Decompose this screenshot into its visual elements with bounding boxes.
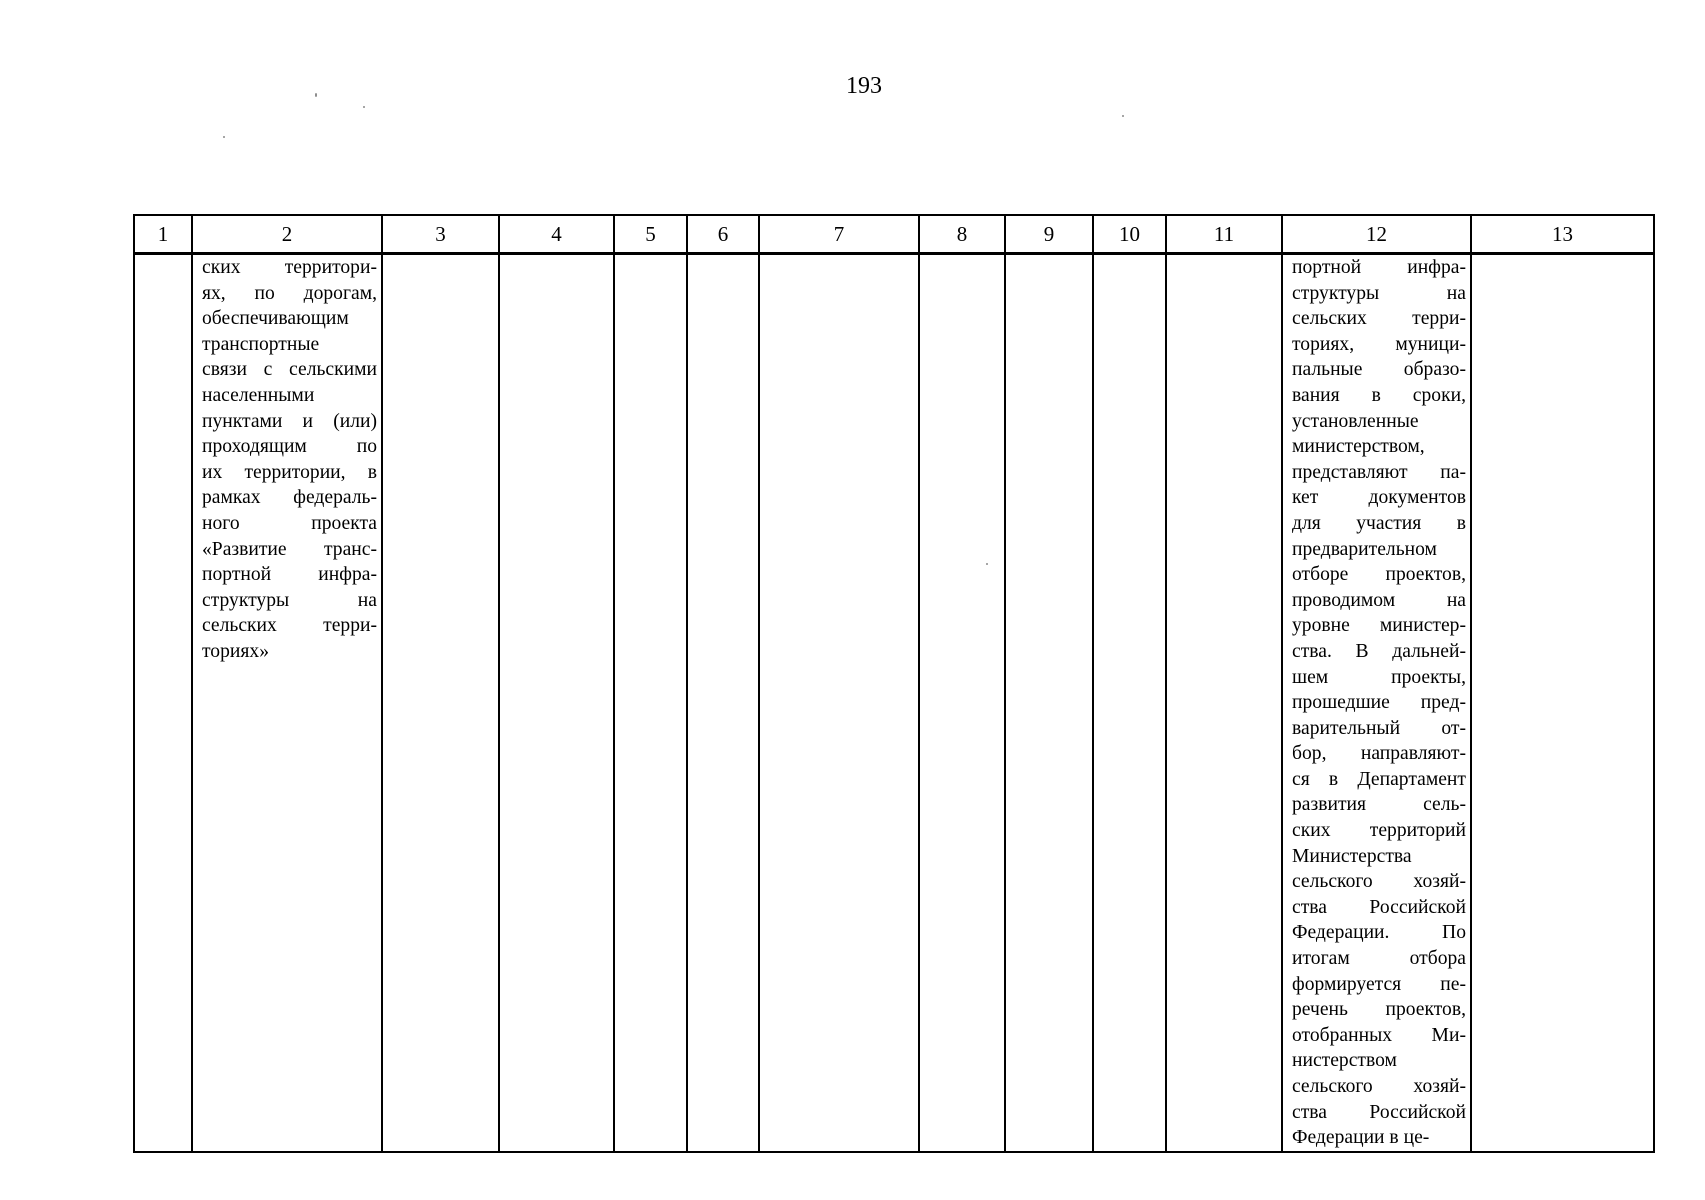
table-cell-col6 [687, 254, 759, 1152]
column-number-row [134, 215, 1654, 254]
cell-text-line: рамках федераль- [202, 487, 377, 509]
column-header: 3 [382, 215, 499, 254]
cell-text-line: Федерации в це- [1292, 1127, 1430, 1149]
cell-text-line: сельских терри- [202, 615, 377, 637]
column-header: 6 [687, 215, 759, 254]
table-cell-col10 [1093, 254, 1166, 1152]
column-header: 12 [1282, 215, 1471, 254]
cell-text-line: министерством, [1292, 436, 1425, 458]
table-cell-col1 [134, 254, 192, 1152]
column-header: 7 [759, 215, 919, 254]
cell-text-line: установленные [1292, 410, 1419, 432]
table-cell-col2 [192, 254, 382, 1152]
data-table [133, 214, 1655, 1153]
cell-text-line: для участия в [1292, 512, 1466, 534]
cell-text-line: структуры на [1292, 282, 1466, 304]
cell-text-line: портной инфра- [202, 564, 377, 586]
cell-text-line: Министерства [1292, 845, 1412, 867]
cell-text-col12 [1283, 255, 1470, 1151]
cell-text-line: структуры на [202, 589, 377, 611]
cell-text-line: сельских терри- [1292, 308, 1466, 330]
cell-text-line: ских территорий [1292, 820, 1466, 842]
cell-text-line: ториях, муници- [1292, 333, 1466, 355]
cell-text-line: ся в Департамент [1292, 768, 1466, 790]
cell-text-line: сельского хозяй- [1292, 1076, 1466, 1097]
cell-text-line: связи с сельскими [202, 359, 377, 381]
cell-text-line: развития сель- [1292, 794, 1466, 816]
column-header: 10 [1093, 215, 1166, 254]
column-header: 5 [614, 215, 687, 254]
cell-text-line: нистерством [1292, 1050, 1397, 1072]
cell-text-col2 [193, 255, 381, 665]
column-header: 11 [1166, 215, 1282, 254]
cell-text-line: обеспечивающим [202, 308, 349, 330]
table-cell-col11 [1166, 254, 1282, 1152]
scan-speck [223, 136, 225, 138]
table-cell-col4 [499, 254, 614, 1152]
cell-text-line: варительный от- [1292, 717, 1466, 739]
cell-text-line: Федерации. По [1292, 922, 1466, 944]
cell-text-line: кет документов [1292, 487, 1466, 509]
cell-text-line: предварительном [1292, 538, 1437, 560]
cell-text-line: населенными [202, 384, 315, 406]
cell-text-line: уровне министер- [1292, 615, 1466, 637]
cell-text-line: отборе проектов, [1292, 564, 1466, 586]
cell-text-line: формируется пе- [1292, 973, 1466, 995]
table-cell-col5 [614, 254, 687, 1152]
cell-text-line: отобранных Ми- [1292, 1024, 1466, 1046]
table-cell-col12 [1282, 254, 1471, 1152]
cell-text-line: ства Российской [1292, 896, 1466, 918]
scan-speck [315, 93, 317, 97]
cell-text-line: сельского хозяй- [1292, 871, 1466, 893]
scan-speck [363, 106, 365, 108]
column-header: 2 [192, 215, 382, 254]
cell-text-line: их территории, в [202, 461, 377, 483]
cell-text-line: проводимом на [1292, 589, 1466, 611]
table-cell-col9 [1005, 254, 1093, 1152]
cell-text-line: портной инфра- [1292, 257, 1466, 278]
table-cell-col7 [759, 254, 919, 1152]
cell-text-line: шем проекты, [1292, 666, 1466, 688]
cell-text-line: «Развитие транс- [202, 538, 377, 560]
cell-text-line: проходящим по [202, 436, 377, 458]
table-cell-col8 [919, 254, 1005, 1152]
cell-text-line: транспортные [202, 333, 320, 355]
column-header: 13 [1471, 215, 1654, 254]
cell-text-line: вания в сроки, [1292, 384, 1466, 406]
cell-text-line: пальные образо- [1292, 359, 1466, 381]
cell-text-line: представляют па- [1292, 461, 1466, 483]
page-number: 193 [846, 73, 882, 99]
cell-text-line: итогам отбора [1292, 948, 1466, 970]
cell-text-line: ного проекта [202, 512, 377, 534]
cell-text-line: бор, направляют- [1292, 743, 1466, 765]
scan-speck [1122, 115, 1124, 117]
cell-text-line: ства Российской [1292, 1101, 1466, 1123]
table-cell-col13 [1471, 254, 1654, 1152]
table-row [134, 254, 1654, 1152]
cell-text-line: прошедшие пред- [1292, 692, 1466, 714]
cell-text-line: ства. В дальней- [1292, 640, 1466, 662]
cell-text-line: ских территори- [202, 257, 377, 278]
column-header: 1 [134, 215, 192, 254]
column-header: 4 [499, 215, 614, 254]
cell-text-line: ях, по дорогам, [202, 282, 377, 304]
cell-text-line: ториях» [202, 640, 269, 662]
column-header: 9 [1005, 215, 1093, 254]
column-header: 8 [919, 215, 1005, 254]
cell-text-line: пунктами и (или) [202, 410, 377, 432]
cell-text-line: речень проектов, [1292, 999, 1466, 1021]
table-cell-col3 [382, 254, 499, 1152]
